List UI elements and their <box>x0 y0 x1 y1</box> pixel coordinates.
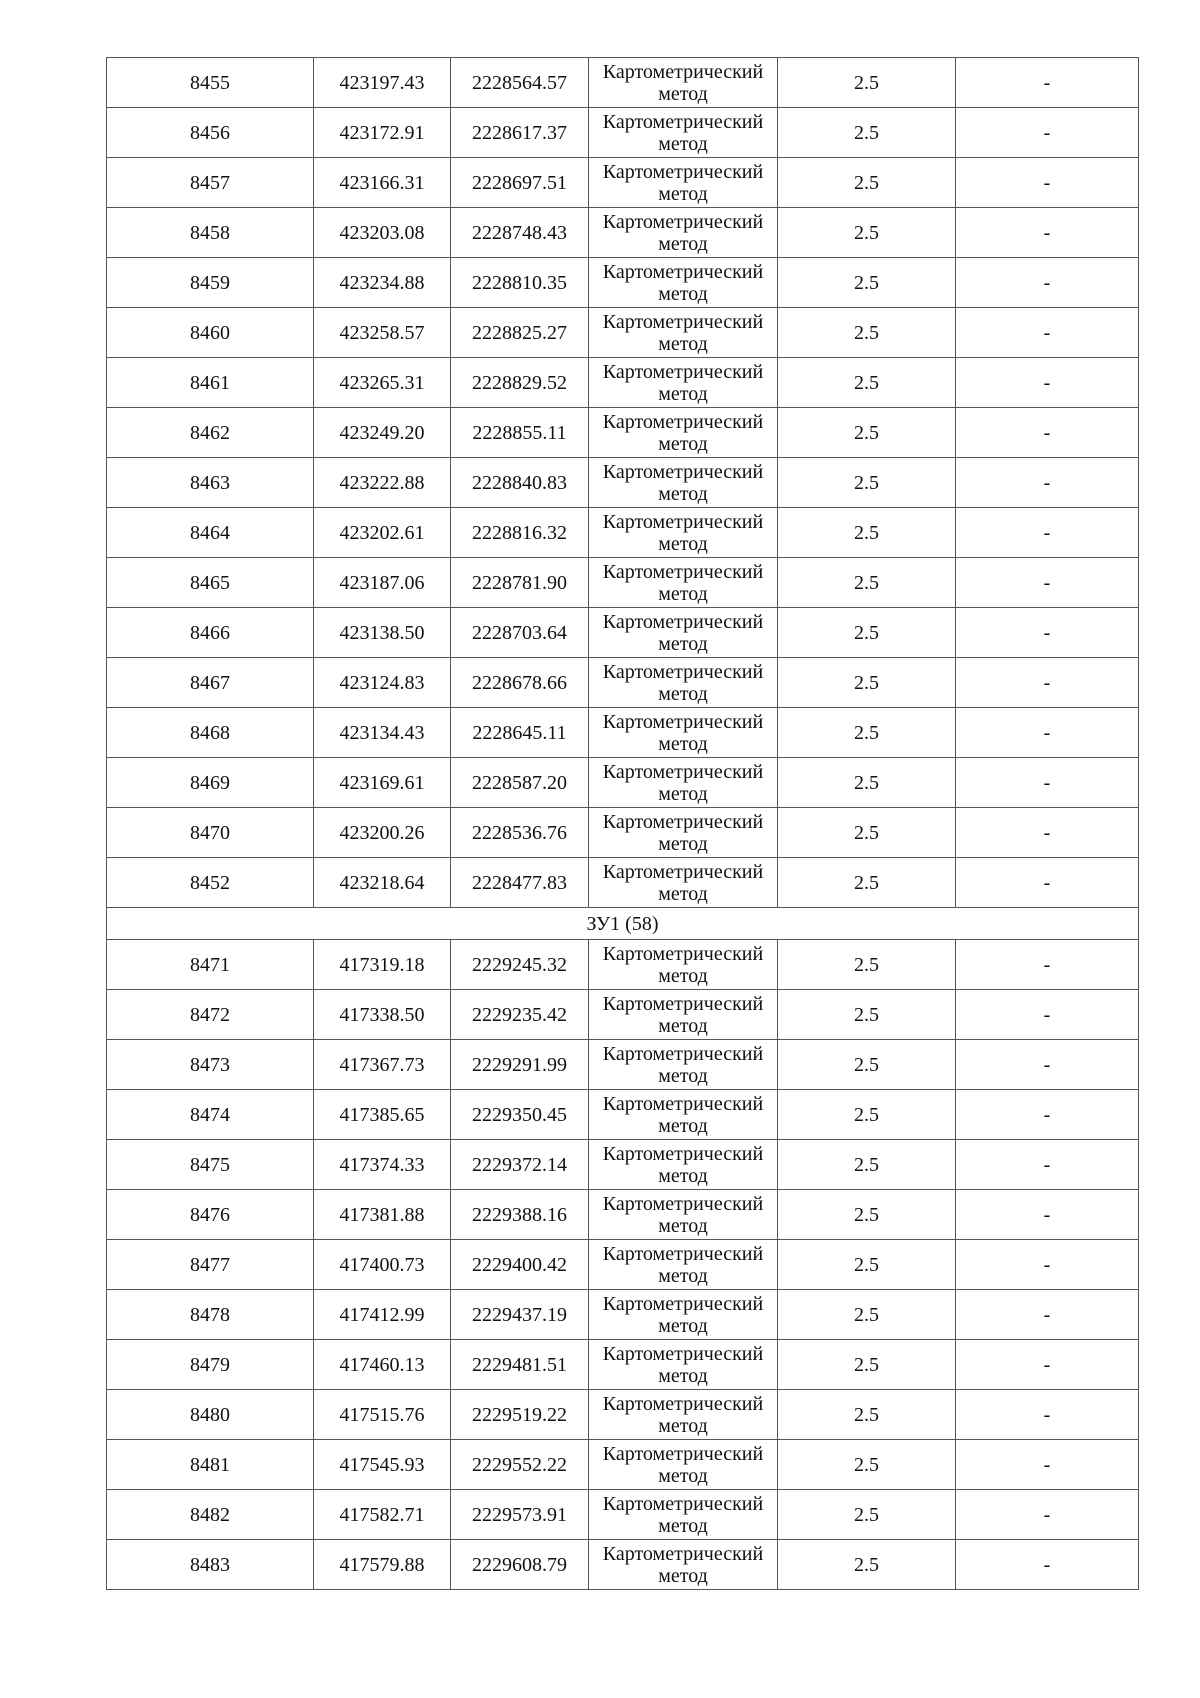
y-coordinate-cell: 2228536.76 <box>451 808 589 858</box>
point-number-cell: 8473 <box>107 1040 314 1090</box>
table-row <box>107 1490 1139 1540</box>
y-coordinate-cell: 2229519.22 <box>451 1390 589 1440</box>
table-row <box>107 458 1139 508</box>
accuracy-cell: 2.5 <box>778 1490 956 1540</box>
x-coordinate-cell: 423200.26 <box>314 808 451 858</box>
point-number-cell: 8464 <box>107 508 314 558</box>
method-cell: Картометрический метод <box>589 1540 778 1590</box>
x-coordinate-cell: 417460.13 <box>314 1340 451 1390</box>
note-cell: - <box>956 658 1139 708</box>
method-cell: Картометрический метод <box>589 808 778 858</box>
note-cell: - <box>956 508 1139 558</box>
point-number-cell: 8461 <box>107 358 314 408</box>
table-row <box>107 858 1139 908</box>
y-coordinate-cell: 2228748.43 <box>451 208 589 258</box>
method-cell: Картометрический метод <box>589 1340 778 1390</box>
method-cell: Картометрический метод <box>589 1240 778 1290</box>
x-coordinate-cell: 423172.91 <box>314 108 451 158</box>
note-cell: - <box>956 1040 1139 1090</box>
x-coordinate-cell: 417381.88 <box>314 1190 451 1240</box>
point-number-cell: 8463 <box>107 458 314 508</box>
y-coordinate-cell: 2229400.42 <box>451 1240 589 1290</box>
x-coordinate-cell: 417545.93 <box>314 1440 451 1490</box>
y-coordinate-cell: 2228703.64 <box>451 608 589 658</box>
method-cell: Картометрический метод <box>589 1140 778 1190</box>
note-cell: - <box>956 608 1139 658</box>
point-number-cell: 8459 <box>107 258 314 308</box>
y-coordinate-cell: 2229552.22 <box>451 1440 589 1490</box>
accuracy-cell: 2.5 <box>778 990 956 1040</box>
method-cell: Картометрический метод <box>589 1090 778 1140</box>
point-number-cell: 8483 <box>107 1540 314 1590</box>
method-cell: Картометрический метод <box>589 1490 778 1540</box>
point-number-cell: 8460 <box>107 308 314 358</box>
table-row <box>107 208 1139 258</box>
x-coordinate-cell: 417400.73 <box>314 1240 451 1290</box>
table-row <box>107 1440 1139 1490</box>
table-row <box>107 508 1139 558</box>
y-coordinate-cell: 2229372.14 <box>451 1140 589 1190</box>
x-coordinate-cell: 423265.31 <box>314 358 451 408</box>
table-row <box>107 1190 1139 1240</box>
method-cell: Картометрический метод <box>589 1290 778 1340</box>
method-cell: Картометрический метод <box>589 1440 778 1490</box>
note-cell: - <box>956 108 1139 158</box>
x-coordinate-cell: 423218.64 <box>314 858 451 908</box>
accuracy-cell: 2.5 <box>778 1440 956 1490</box>
method-cell: Картометрический метод <box>589 408 778 458</box>
table-row <box>107 558 1139 608</box>
method-cell: Картометрический метод <box>589 158 778 208</box>
x-coordinate-cell: 423222.88 <box>314 458 451 508</box>
y-coordinate-cell: 2228829.52 <box>451 358 589 408</box>
method-cell: Картометрический метод <box>589 658 778 708</box>
table-row <box>107 408 1139 458</box>
accuracy-cell: 2.5 <box>778 408 956 458</box>
x-coordinate-cell: 423138.50 <box>314 608 451 658</box>
note-cell: - <box>956 1490 1139 1540</box>
accuracy-cell: 2.5 <box>778 940 956 990</box>
accuracy-cell: 2.5 <box>778 1040 956 1090</box>
method-cell: Картометрический метод <box>589 208 778 258</box>
y-coordinate-cell: 2228840.83 <box>451 458 589 508</box>
method-cell: Картометрический метод <box>589 108 778 158</box>
x-coordinate-cell: 423249.20 <box>314 408 451 458</box>
y-coordinate-cell: 2229437.19 <box>451 1290 589 1340</box>
point-number-cell: 8472 <box>107 990 314 1040</box>
point-number-cell: 8477 <box>107 1240 314 1290</box>
x-coordinate-cell: 417367.73 <box>314 1040 451 1090</box>
point-number-cell: 8480 <box>107 1390 314 1440</box>
x-coordinate-cell: 423234.88 <box>314 258 451 308</box>
point-number-cell: 8455 <box>107 58 314 108</box>
x-coordinate-cell: 417515.76 <box>314 1390 451 1440</box>
note-cell: - <box>956 208 1139 258</box>
method-cell: Картометрический метод <box>589 258 778 308</box>
point-number-cell: 8468 <box>107 708 314 758</box>
note-cell: - <box>956 1540 1139 1590</box>
x-coordinate-cell: 423187.06 <box>314 558 451 608</box>
point-number-cell: 8469 <box>107 758 314 808</box>
accuracy-cell: 2.5 <box>778 1140 956 1190</box>
section-title: ЗУ1 (58) <box>107 908 1139 940</box>
accuracy-cell: 2.5 <box>778 158 956 208</box>
accuracy-cell: 2.5 <box>778 558 956 608</box>
accuracy-cell: 2.5 <box>778 608 956 658</box>
x-coordinate-cell: 423202.61 <box>314 508 451 558</box>
note-cell: - <box>956 1140 1139 1190</box>
note-cell: - <box>956 1190 1139 1240</box>
note-cell: - <box>956 558 1139 608</box>
y-coordinate-cell: 2228825.27 <box>451 308 589 358</box>
method-cell: Картометрический метод <box>589 608 778 658</box>
x-coordinate-cell: 417338.50 <box>314 990 451 1040</box>
y-coordinate-cell: 2229573.91 <box>451 1490 589 1540</box>
method-cell: Картометрический метод <box>589 358 778 408</box>
note-cell: - <box>956 1390 1139 1440</box>
method-cell: Картометрический метод <box>589 758 778 808</box>
x-coordinate-cell: 423197.43 <box>314 58 451 108</box>
note-cell: - <box>956 1340 1139 1390</box>
point-number-cell: 8452 <box>107 858 314 908</box>
point-number-cell: 8470 <box>107 808 314 858</box>
y-coordinate-cell: 2228617.37 <box>451 108 589 158</box>
point-number-cell: 8474 <box>107 1090 314 1140</box>
x-coordinate-cell: 417412.99 <box>314 1290 451 1340</box>
note-cell: - <box>956 1290 1139 1340</box>
method-cell: Картометрический метод <box>589 940 778 990</box>
point-number-cell: 8471 <box>107 940 314 990</box>
accuracy-cell: 2.5 <box>778 458 956 508</box>
accuracy-cell: 2.5 <box>778 1190 956 1240</box>
point-number-cell: 8479 <box>107 1340 314 1390</box>
x-coordinate-cell: 417319.18 <box>314 940 451 990</box>
coordinates-table <box>106 57 1139 1590</box>
x-coordinate-cell: 417374.33 <box>314 1140 451 1190</box>
point-number-cell: 8458 <box>107 208 314 258</box>
y-coordinate-cell: 2228855.11 <box>451 408 589 458</box>
note-cell: - <box>956 758 1139 808</box>
table-row <box>107 940 1139 990</box>
table-row <box>107 158 1139 208</box>
table-row <box>107 308 1139 358</box>
note-cell: - <box>956 1440 1139 1490</box>
accuracy-cell: 2.5 <box>778 1290 956 1340</box>
accuracy-cell: 2.5 <box>778 1390 956 1440</box>
point-number-cell: 8475 <box>107 1140 314 1190</box>
method-cell: Картометрический метод <box>589 458 778 508</box>
point-number-cell: 8462 <box>107 408 314 458</box>
note-cell: - <box>956 858 1139 908</box>
x-coordinate-cell: 423134.43 <box>314 708 451 758</box>
y-coordinate-cell: 2229481.51 <box>451 1340 589 1390</box>
point-number-cell: 8456 <box>107 108 314 158</box>
accuracy-cell: 2.5 <box>778 208 956 258</box>
accuracy-cell: 2.5 <box>778 108 956 158</box>
note-cell: - <box>956 408 1139 458</box>
accuracy-cell: 2.5 <box>778 758 956 808</box>
x-coordinate-cell: 423169.61 <box>314 758 451 808</box>
x-coordinate-cell: 423124.83 <box>314 658 451 708</box>
point-number-cell: 8482 <box>107 1490 314 1540</box>
accuracy-cell: 2.5 <box>778 658 956 708</box>
note-cell: - <box>956 58 1139 108</box>
coordinates-table-body <box>107 58 1139 1590</box>
table-row <box>107 808 1139 858</box>
y-coordinate-cell: 2228678.66 <box>451 658 589 708</box>
x-coordinate-cell: 423166.31 <box>314 158 451 208</box>
y-coordinate-cell: 2228645.11 <box>451 708 589 758</box>
note-cell: - <box>956 940 1139 990</box>
table-row <box>107 1140 1139 1190</box>
note-cell: - <box>956 258 1139 308</box>
table-row <box>107 258 1139 308</box>
table-row <box>107 1290 1139 1340</box>
y-coordinate-cell: 2229245.32 <box>451 940 589 990</box>
method-cell: Картометрический метод <box>589 990 778 1040</box>
point-number-cell: 8478 <box>107 1290 314 1340</box>
table-row <box>107 1240 1139 1290</box>
accuracy-cell: 2.5 <box>778 258 956 308</box>
table-row <box>107 1090 1139 1140</box>
accuracy-cell: 2.5 <box>778 858 956 908</box>
accuracy-cell: 2.5 <box>778 58 956 108</box>
accuracy-cell: 2.5 <box>778 308 956 358</box>
note-cell: - <box>956 158 1139 208</box>
note-cell: - <box>956 708 1139 758</box>
table-row <box>107 990 1139 1040</box>
y-coordinate-cell: 2228816.32 <box>451 508 589 558</box>
table-row <box>107 1540 1139 1590</box>
accuracy-cell: 2.5 <box>778 1240 956 1290</box>
method-cell: Картометрический метод <box>589 1390 778 1440</box>
point-number-cell: 8465 <box>107 558 314 608</box>
table-row <box>107 1340 1139 1390</box>
y-coordinate-cell: 2229350.45 <box>451 1090 589 1140</box>
y-coordinate-cell: 2228781.90 <box>451 558 589 608</box>
method-cell: Картометрический метод <box>589 1040 778 1090</box>
y-coordinate-cell: 2229291.99 <box>451 1040 589 1090</box>
point-number-cell: 8466 <box>107 608 314 658</box>
y-coordinate-cell: 2229608.79 <box>451 1540 589 1590</box>
x-coordinate-cell: 423258.57 <box>314 308 451 358</box>
accuracy-cell: 2.5 <box>778 1090 956 1140</box>
accuracy-cell: 2.5 <box>778 1540 956 1590</box>
y-coordinate-cell: 2228587.20 <box>451 758 589 808</box>
accuracy-cell: 2.5 <box>778 358 956 408</box>
note-cell: - <box>956 458 1139 508</box>
y-coordinate-cell: 2229235.42 <box>451 990 589 1040</box>
y-coordinate-cell: 2228810.35 <box>451 258 589 308</box>
accuracy-cell: 2.5 <box>778 708 956 758</box>
accuracy-cell: 2.5 <box>778 808 956 858</box>
point-number-cell: 8476 <box>107 1190 314 1240</box>
method-cell: Картометрический метод <box>589 58 778 108</box>
table-row <box>107 1390 1139 1440</box>
method-cell: Картометрический метод <box>589 708 778 758</box>
section-header-row <box>107 908 1139 940</box>
table-row <box>107 758 1139 808</box>
table-row <box>107 1040 1139 1090</box>
table-row <box>107 58 1139 108</box>
y-coordinate-cell: 2228697.51 <box>451 158 589 208</box>
y-coordinate-cell: 2228477.83 <box>451 858 589 908</box>
y-coordinate-cell: 2228564.57 <box>451 58 589 108</box>
table-row <box>107 358 1139 408</box>
table-row <box>107 658 1139 708</box>
x-coordinate-cell: 417582.71 <box>314 1490 451 1540</box>
note-cell: - <box>956 808 1139 858</box>
accuracy-cell: 2.5 <box>778 1340 956 1390</box>
method-cell: Картометрический метод <box>589 1190 778 1240</box>
method-cell: Картометрический метод <box>589 858 778 908</box>
x-coordinate-cell: 417579.88 <box>314 1540 451 1590</box>
accuracy-cell: 2.5 <box>778 508 956 558</box>
point-number-cell: 8481 <box>107 1440 314 1490</box>
note-cell: - <box>956 990 1139 1040</box>
table-row <box>107 108 1139 158</box>
table-row <box>107 708 1139 758</box>
method-cell: Картометрический метод <box>589 308 778 358</box>
note-cell: - <box>956 358 1139 408</box>
method-cell: Картометрический метод <box>589 508 778 558</box>
note-cell: - <box>956 308 1139 358</box>
method-cell: Картометрический метод <box>589 558 778 608</box>
note-cell: - <box>956 1090 1139 1140</box>
table-row <box>107 608 1139 658</box>
point-number-cell: 8457 <box>107 158 314 208</box>
point-number-cell: 8467 <box>107 658 314 708</box>
x-coordinate-cell: 423203.08 <box>314 208 451 258</box>
x-coordinate-cell: 417385.65 <box>314 1090 451 1140</box>
y-coordinate-cell: 2229388.16 <box>451 1190 589 1240</box>
note-cell: - <box>956 1240 1139 1290</box>
